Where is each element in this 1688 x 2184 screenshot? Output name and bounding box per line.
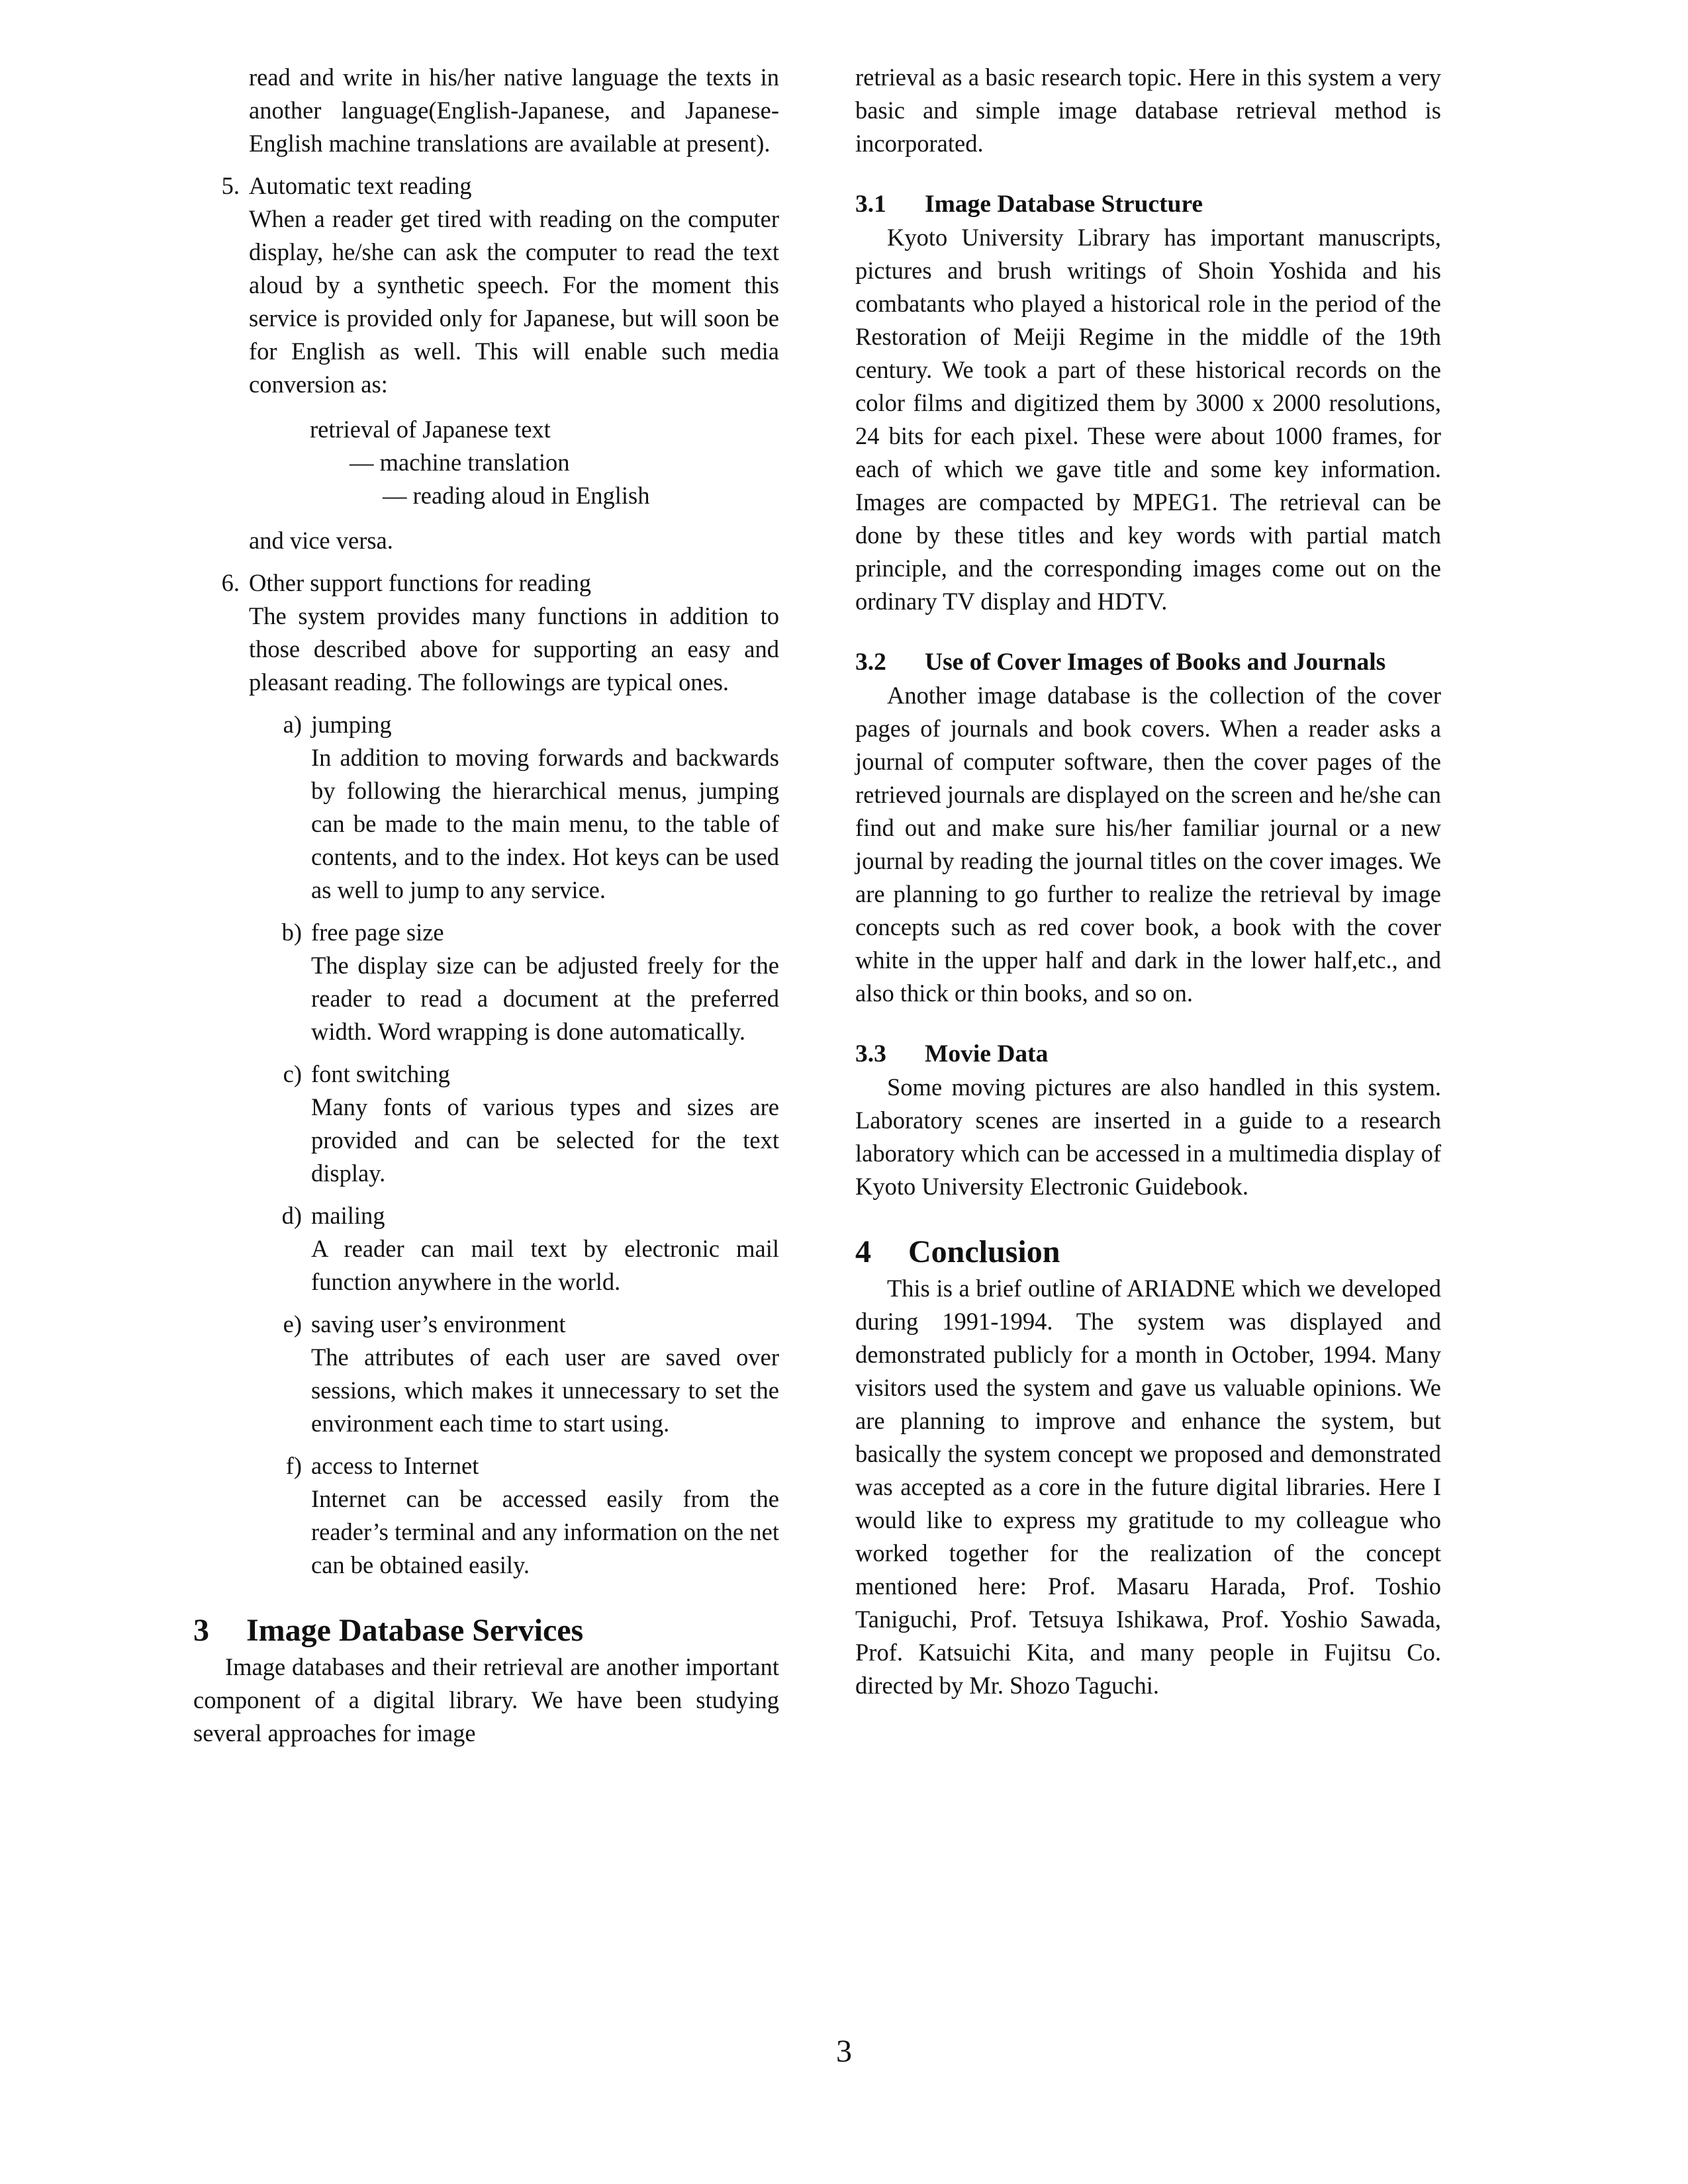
- section-title: Image Database Services: [246, 1613, 584, 1648]
- subsection-3-1-text: Kyoto University Library has important manuscripts, pictures and brush writings of Shoin Yoshida and his combatants who played a historical role in the period of the Restoration of Meiji Regime in the middle of the 19th century. We took a part of these historical records on the color films and digitized them by 3000 x 2000 resolutions, 24 bits for each pixel. These were about 1000 frames, for each of which we gave title and some key information. Images are compacted by MPEG1. The retrieval can be done by these titles and key words with partial match principle, and the corresponding images come out on the ordinary TV display and HDTV.: [855, 224, 1441, 615]
- flow-step-3: — reading aloud in English: [383, 482, 650, 509]
- sub-item-text: The display size can be adjusted freely for the reader to read a document at the preferred width. Word wrapping is done automatically.: [311, 952, 779, 1045]
- list-item-5: [193, 169, 779, 524]
- item5-text: When a reader get tired with reading on the computer display, he/she can ask the computer to read the text aloud by a synthetic speech. For the moment this service is provided only for Japanese, but will soon be for English as well. This will enable such media conversion as:: [249, 205, 779, 398]
- sub-item-title: jumping: [311, 711, 392, 738]
- section-4-heading: [855, 1232, 1441, 1272]
- section-number: 4: [855, 1234, 871, 1269]
- sub-item-f: [249, 1449, 779, 1582]
- sub-item-e: [249, 1308, 779, 1440]
- flow-step-1: retrieval of Japanese text: [310, 416, 551, 443]
- sub-item-title: free page size: [311, 919, 444, 946]
- sub-item-d: [249, 1199, 779, 1298]
- flow-step-2: — machine translation: [350, 449, 570, 476]
- sub-item-label: f): [285, 1452, 302, 1479]
- conversion-flow: [249, 413, 779, 512]
- subsection-title: Use of Cover Images of Books and Journals: [925, 649, 1386, 676]
- sub-item-text: Many fonts of various types and sizes are provided and can be selected for the text display.: [311, 1093, 779, 1187]
- subsection-3-2-text: Another image database is the collection of the cover pages of journals and book covers. When a reader asks a journal of computer software, then the cover pages of the retrieved journals are displayed on the screen and he/she can find out and make sure his/her familiar journal or a new journal by reading the journal titles on the cover images. We are planning to go further to realize the retrieval by image concepts such as red cover book, a book with the cover white in the upper half and dark in the lower half,etc., and also thick or thin books, and so on.: [855, 682, 1441, 1007]
- sub-item-b: [249, 916, 779, 1048]
- subsection-title: Movie Data: [925, 1040, 1049, 1068]
- subsection-number: 3.2: [855, 649, 886, 676]
- subsection-3-1-heading: [855, 188, 1441, 221]
- item6-title: Other support functions for reading: [249, 569, 591, 596]
- sub-item-title: access to Internet: [311, 1452, 479, 1479]
- section-3-heading: [193, 1611, 779, 1651]
- sub-item-label: d): [281, 1202, 302, 1229]
- sub-item-label: a): [283, 711, 302, 738]
- sub-item-label: c): [283, 1060, 302, 1087]
- list-item-6: [193, 567, 779, 699]
- item6-number: 6.: [221, 569, 240, 596]
- item5-title: Automatic text reading: [249, 172, 472, 199]
- subsection-3-2-heading: [855, 646, 1441, 679]
- page-number: 3: [836, 2034, 852, 2069]
- sub-item-text: In addition to moving forwards and backwards by following the hierarchical menus, jumping can be made to the main menu, to the table of contents, and to the index. Hot keys can be used as well to jump to any service.: [311, 744, 779, 903]
- sub-item-text: A reader can mail text by electronic mail function anywhere in the world.: [311, 1235, 779, 1295]
- list-item-4-continued: [193, 61, 779, 160]
- subsection-number: 3.3: [855, 1040, 886, 1068]
- subsection-3-3-heading: [855, 1038, 1441, 1071]
- sub-item-title: saving user’s environment: [311, 1310, 566, 1338]
- sub-item-a: [249, 708, 779, 907]
- right-column: [855, 61, 1441, 1702]
- sub-item-text: The attributes of each user are saved over sessions, which makes it unnecessary to set the environment each time to start using.: [311, 1343, 779, 1437]
- sub-item-label: b): [281, 919, 302, 946]
- item5-after-text: and vice versa.: [249, 527, 393, 554]
- subsection-3-3-text: Some moving pictures are also handled in this system. Laboratory scenes are inserted in a guide to a research laboratory which can be accessed in a multimedia display of Kyoto University Electronic Guidebook.: [855, 1073, 1441, 1200]
- sub-item-text: Internet can be accessed easily from the reader’s terminal and any information on the net can be obtained easily.: [311, 1485, 779, 1578]
- subsection-title: Image Database Structure: [925, 191, 1203, 218]
- section-3-continued-text: retrieval as a basic research topic. Here in this system a very basic and simple image database retrieval method is incorporated.: [855, 64, 1441, 157]
- item5-number: 5.: [221, 172, 240, 199]
- item4-continued-text: read and write in his/her native language the texts in another language(English-Japanese, and Japanese-English machine translations are available at present).: [249, 64, 779, 157]
- section-4-text: This is a brief outline of ARIADNE which we developed during 1991-1994. The system was displayed and demonstrated publicly for a month in October, 1994. Many visitors used the system and gave us valuable opinions. We are planning to improve and enhance the system, but basically the system concept we proposed and demonstrated was accepted as a core in the future digital libraries. Here I would like to express my gratitude to my colleague who worked together for the realization of the concept mentioned here: Prof. Masaru Harada, Prof. Toshio Taniguchi, Prof. Tetsuya Ishikawa, Prof. Yoshio Sawada, Prof. Katsuichi Kita, and many people in Fujitsu Co. directed by Mr. Shozo Taguchi.: [855, 1275, 1441, 1699]
- sub-item-title: font switching: [311, 1060, 450, 1087]
- section-3-text: Image databases and their retrieval are another important component of a digital library. We have been studying several approaches for image: [193, 1653, 779, 1747]
- subsection-number: 3.1: [855, 191, 886, 218]
- sub-item-title: mailing: [311, 1202, 385, 1229]
- sub-item-label: e): [283, 1310, 302, 1338]
- section-number: 3: [193, 1613, 209, 1648]
- item6-text: The system provides many functions in addition to those described above for supporting an easy and pleasant reading. The followings are typical ones.: [249, 602, 779, 696]
- left-column: [193, 61, 779, 1750]
- sub-item-c: [249, 1058, 779, 1190]
- section-title: Conclusion: [908, 1234, 1060, 1269]
